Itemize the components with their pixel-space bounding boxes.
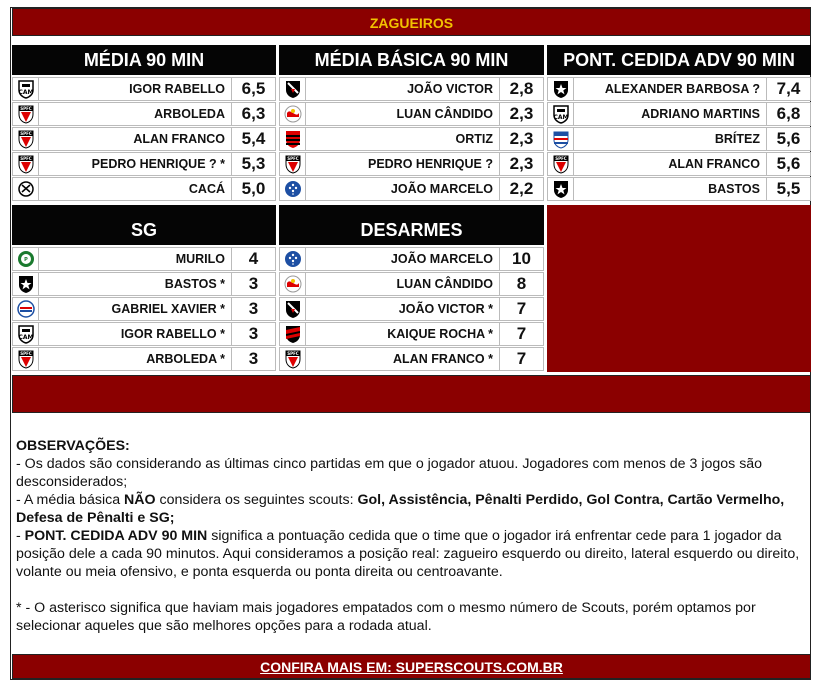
svg-text:SPFC: SPFC bbox=[286, 156, 299, 161]
obs-line-4: * - O asterisco significa que haviam mais jogadores empatados com o mesmo número de Scouts, porém optamos por selecionar aqueles que são melhores opções para a rodada atual. bbox=[16, 600, 756, 634]
media90-row bbox=[12, 152, 276, 176]
svg-text:CAM: CAM bbox=[17, 334, 34, 341]
player-value: 2,2 bbox=[500, 177, 544, 201]
player-name: JOÃO VICTOR bbox=[306, 77, 500, 101]
fortaleza-icon bbox=[547, 127, 574, 151]
sao-paulo-icon bbox=[12, 102, 39, 126]
player-value: 2,8 bbox=[500, 77, 544, 101]
player-name: JOÃO MARCELO bbox=[306, 177, 500, 201]
player-name: IGOR RABELLO * bbox=[39, 322, 232, 346]
player-name: MURILO bbox=[39, 247, 232, 271]
footer-link[interactable]: CONFIRA MAIS EM: SUPERSCOUTS.COM.BR bbox=[260, 659, 563, 675]
obs-line-1: - Os dados são considerando as últimas cinco partidas em que o jogador atuou. Jogadores com menos de 3 jogos são desconsiderados; bbox=[16, 456, 763, 490]
obs-line-2: - A média básica NÃO considera os seguintes scouts: Gol, Assistência, Pênalti Perdido, Gol Contra, Cartão Vermelho, Defesa de Pênalti e SG; bbox=[16, 492, 785, 526]
botafogo-icon bbox=[12, 272, 39, 296]
media90-row bbox=[12, 77, 276, 101]
bragantino-icon bbox=[279, 102, 306, 126]
botafogo-icon bbox=[547, 177, 574, 201]
player-value: 5,4 bbox=[232, 127, 276, 151]
player-name: ALAN FRANCO bbox=[39, 127, 232, 151]
palmeiras-icon bbox=[12, 247, 39, 271]
pont-cedida-row bbox=[547, 102, 811, 126]
desarmes-row bbox=[279, 322, 544, 346]
player-name: ALAN FRANCO bbox=[574, 152, 767, 176]
player-name: GABRIEL XAVIER * bbox=[39, 297, 232, 321]
sg-row bbox=[12, 272, 276, 296]
player-name: BASTOS bbox=[574, 177, 767, 201]
media-basica-row bbox=[279, 152, 544, 176]
media90-header: MÉDIA 90 MIN bbox=[12, 45, 276, 75]
pont-cedida-row bbox=[547, 77, 811, 101]
player-name: ALEXANDER BARBOSA ? bbox=[574, 77, 767, 101]
sao-paulo-icon bbox=[12, 347, 39, 371]
obs-heading: OBSERVAÇÕES: bbox=[16, 438, 130, 454]
botafogo-icon bbox=[547, 77, 574, 101]
atletico-mg-icon bbox=[12, 77, 39, 101]
desarmes-row bbox=[279, 297, 544, 321]
vasco-icon bbox=[279, 297, 306, 321]
player-name: BASTOS * bbox=[39, 272, 232, 296]
player-value: 8 bbox=[500, 272, 544, 296]
player-value: 10 bbox=[500, 247, 544, 271]
bragantino-icon bbox=[279, 272, 306, 296]
spacer bbox=[279, 205, 544, 215]
media90-row bbox=[12, 177, 276, 201]
player-name: ALAN FRANCO * bbox=[306, 347, 500, 371]
player-name: IGOR RABELLO bbox=[39, 77, 232, 101]
player-value: 4 bbox=[232, 247, 276, 271]
spacer bbox=[12, 205, 276, 215]
divider-bar bbox=[12, 375, 811, 413]
player-value: 2,3 bbox=[500, 152, 544, 176]
cruzeiro-icon bbox=[279, 247, 306, 271]
player-name: LUAN CÂNDIDO bbox=[306, 102, 500, 126]
svg-text:SPFC: SPFC bbox=[554, 156, 567, 161]
athletico-pr-icon bbox=[279, 322, 306, 346]
player-value: 7 bbox=[500, 297, 544, 321]
cruzeiro-icon bbox=[279, 177, 306, 201]
player-value: 5,6 bbox=[767, 127, 811, 151]
desarmes-row bbox=[279, 347, 544, 371]
player-name: JOÃO VICTOR * bbox=[306, 297, 500, 321]
player-value: 6,5 bbox=[232, 77, 276, 101]
svg-text:P: P bbox=[23, 257, 28, 263]
media-basica-row bbox=[279, 102, 544, 126]
sao-paulo-icon bbox=[279, 347, 306, 371]
player-value: 3 bbox=[232, 297, 276, 321]
player-value: 7 bbox=[500, 322, 544, 346]
player-value: 7,4 bbox=[767, 77, 811, 101]
player-value: 3 bbox=[232, 272, 276, 296]
player-name: ORTIZ bbox=[306, 127, 500, 151]
player-name: PEDRO HENRIQUE ? bbox=[306, 152, 500, 176]
sg-header: SG bbox=[12, 215, 276, 245]
player-name: KAIQUE ROCHA * bbox=[306, 322, 500, 346]
media90-row bbox=[12, 102, 276, 126]
desarmes-row bbox=[279, 272, 544, 296]
flamengo-icon bbox=[279, 127, 306, 151]
corinthians-icon bbox=[12, 177, 39, 201]
svg-text:SPFC: SPFC bbox=[19, 156, 32, 161]
player-value: 6,8 bbox=[767, 102, 811, 126]
player-name: BRÍTEZ bbox=[574, 127, 767, 151]
media-basica-row bbox=[279, 127, 544, 151]
media-basica-row bbox=[279, 77, 544, 101]
player-value: 3 bbox=[232, 347, 276, 371]
media90-row bbox=[12, 127, 276, 151]
pont-cedida-row bbox=[547, 127, 811, 151]
player-value: 2,3 bbox=[500, 102, 544, 126]
player-value: 2,3 bbox=[500, 127, 544, 151]
footer-link-bar[interactable] bbox=[12, 654, 811, 679]
sg-row bbox=[12, 247, 276, 271]
player-value: 5,5 bbox=[767, 177, 811, 201]
sg-row bbox=[12, 297, 276, 321]
bahia-icon bbox=[12, 297, 39, 321]
player-name: ARBOLEDA * bbox=[39, 347, 232, 371]
player-name: PEDRO HENRIQUE ? * bbox=[39, 152, 232, 176]
player-value: 5,3 bbox=[232, 152, 276, 176]
desarmes-header: DESARMES bbox=[279, 215, 544, 245]
svg-text:CAM: CAM bbox=[552, 114, 569, 121]
svg-text:CAM: CAM bbox=[17, 89, 34, 96]
sg-row bbox=[12, 347, 276, 371]
player-name: LUAN CÂNDIDO bbox=[306, 272, 500, 296]
sao-paulo-icon bbox=[12, 152, 39, 176]
media-basica-header: MÉDIA BÁSICA 90 MIN bbox=[279, 45, 544, 75]
svg-text:SPFC: SPFC bbox=[19, 131, 32, 136]
sg-row bbox=[12, 322, 276, 346]
svg-text:SPFC: SPFC bbox=[19, 106, 32, 111]
pont-cedida-header: PONT. CEDIDA ADV 90 MIN bbox=[547, 45, 811, 75]
desarmes-row bbox=[279, 247, 544, 271]
player-name: ADRIANO MARTINS bbox=[574, 102, 767, 126]
obs-line-3: - PONT. CEDIDA ADV 90 MIN significa a pontuação cedida que o time que o jogador irá enfrentar cede para 1 jogador da posição dele a cada 90 minutos. Aqui consideramos a posição real: zagueiro esquerdo ou direito, lateral esquerdo ou direito, volante ou meia ofensivo, e ponta esquerda ou ponta direita ou centroavante. bbox=[16, 528, 800, 580]
player-value: 6,3 bbox=[232, 102, 276, 126]
player-value: 5,0 bbox=[232, 177, 276, 201]
player-value: 5,6 bbox=[767, 152, 811, 176]
sao-paulo-icon bbox=[12, 127, 39, 151]
player-value: 7 bbox=[500, 347, 544, 371]
player-name: ARBOLEDA bbox=[39, 102, 232, 126]
pont-cedida-row bbox=[547, 152, 811, 176]
pont-cedida-row bbox=[547, 177, 811, 201]
sao-paulo-icon bbox=[547, 152, 574, 176]
player-name: CACÁ bbox=[39, 177, 232, 201]
player-value: 3 bbox=[232, 322, 276, 346]
player-name: JOÃO MARCELO bbox=[306, 247, 500, 271]
atletico-mg-icon bbox=[12, 322, 39, 346]
page-title: ZAGUEIROS bbox=[12, 8, 811, 36]
sao-paulo-icon bbox=[279, 152, 306, 176]
empty-panel bbox=[547, 205, 811, 372]
observations bbox=[16, 437, 806, 635]
media-basica-row bbox=[279, 177, 544, 201]
vasco-icon bbox=[279, 77, 306, 101]
svg-text:SPFC: SPFC bbox=[286, 351, 299, 356]
atletico-mg-icon bbox=[547, 102, 574, 126]
svg-text:SPFC: SPFC bbox=[19, 351, 32, 356]
